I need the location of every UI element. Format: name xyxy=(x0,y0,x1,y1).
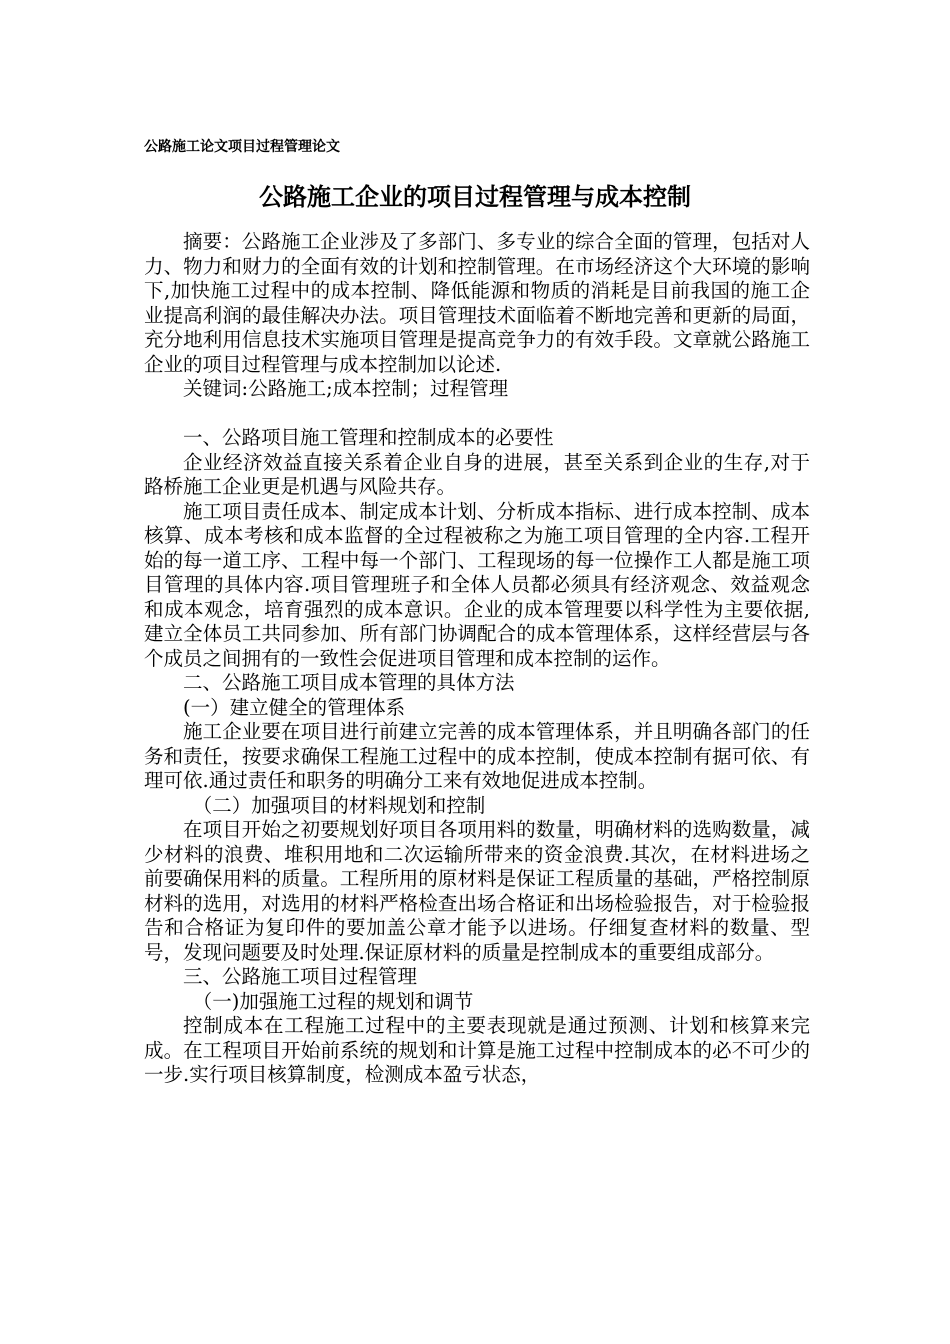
section-heading-1: 一、公路项目施工管理和控制成本的必要性 xyxy=(183,426,554,449)
document-body xyxy=(144,230,810,1088)
document-header: 公路施工论文项目过程管理论文 xyxy=(144,139,340,155)
body-paragraph: 企业经济效益直接关系着企业自身的进展，甚至关系到企业的生存,对于路桥施工企业更是机遇与风险共存。 xyxy=(144,450,810,498)
subsection-heading: （二）加强项目的材料规划和控制 xyxy=(192,793,486,817)
blank-line xyxy=(144,402,810,427)
body-paragraph: 施工项目责任成本、制定成本计划、分析成本指标、进行成本控制、成本核算、成本考核和成本监督的全过程被称之为施工项目管理的全内容.工程开始的每一道工序、工程中每一个部门、工程现场的每一位操作工人都是施工项目管理的具体内容.项目管理班子和全体人员都必须具有经济观念、效益观念和成本观念，培育强烈的成本意识。企业的成本管理要以科学性为主要依据,建立全体员工共同参加、所有部门协调配合的成本管理体系，这样经营层与各个成员之间拥有的一致性会促进项目管理和成本控制的运作。 xyxy=(144,499,810,670)
keywords-paragraph: 关键词:公路施工;成本控制；过程管理 xyxy=(183,377,509,400)
section-heading-3: 三、公路施工项目过程管理 xyxy=(183,965,418,988)
body-paragraph: 在项目开始之初要规划好项目各项用料的数量，明确材料的选购数量，减少材料的浪费、堆积用地和二次运输所带来的资金浪费.其次，在材料进场之前要确保用料的质量。工程所用的原材料是保证工程质量的基础，严格控制原材料的选用，对选用的材料严格检查出场合格证和出场检验报告，对于检验报告和合格证为复印件的要加盖公章才能予以进场。仔细复查材料的数量、型号，发现问题要及时处理.保证原材料的质量是控制成本的重要组成部分。 xyxy=(144,818,810,964)
section-heading-2: 二、公路施工项目成本管理的具体方法 xyxy=(183,671,515,694)
subsection-heading: （一)加强施工过程的规划和调节 xyxy=(192,989,474,1013)
body-paragraph: 施工企业要在项目进行前建立完善的成本管理体系，并且明确各部门的任务和责任，按要求确保工程施工过程中的成本控制，使成本控制有据可依、有理可依.通过责任和职务的明确分工来有效地促进成本控制。 xyxy=(144,720,810,792)
body-paragraph: 控制成本在工程施工过程中的主要表现就是通过预测、计划和核算来完成。在工程项目开始前系统的规划和计算是施工过程中控制成本的必不可少的一步.实行项目核算制度，检测成本盈亏状态， xyxy=(144,1014,810,1086)
document-title: 公路施工企业的项目过程管理与成本控制 xyxy=(259,182,691,211)
subsection-heading: (一）建立健全的管理体系 xyxy=(183,695,406,719)
abstract-paragraph: 摘要：公路施工企业涉及了多部门、多专业的综合全面的管理，包括对人力、物力和财力的全面有效的计划和控制管理。在市场经济这个大环境的影响下,加快施工过程中的成本控制、降低能源和物质的消耗是目前我国的施工企业提高利润的最佳解决办法。项目管理技术面临着不断地完善和更新的局面，充分地利用信息技术实施项目管理是提高竞争力的有效手段。文章就公路施工企业的项目过程管理与成本控制加以论述. xyxy=(144,230,810,376)
